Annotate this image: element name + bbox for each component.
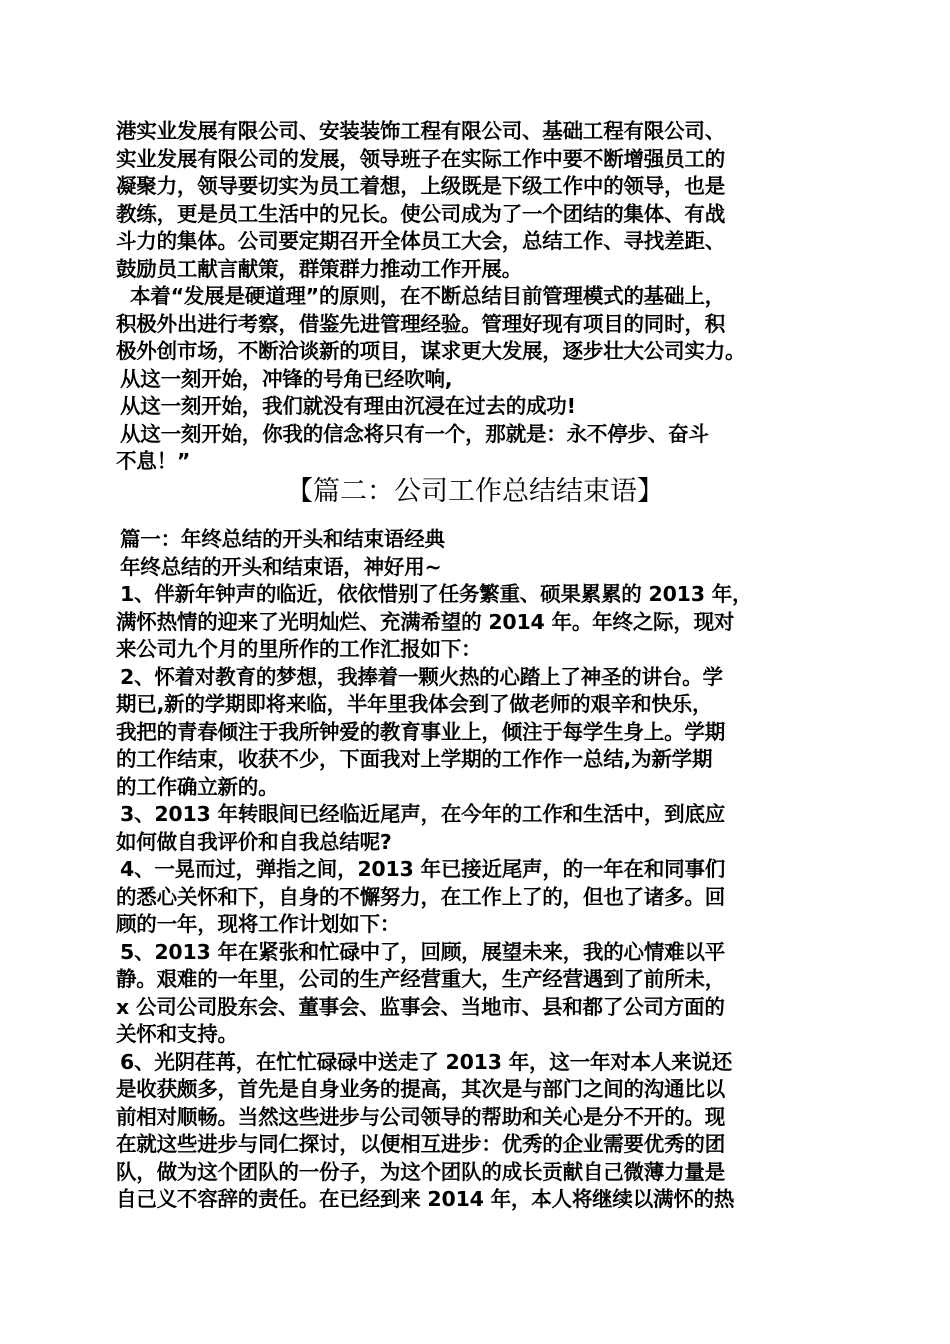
text-line: 期已,新的学期即将来临，半年里我体会到了做老师的艰辛和快乐， xyxy=(116,692,713,716)
text-line: 凝聚力，领导要切实为员工着想，上级既是下级工作中的领导，也是 xyxy=(116,174,725,198)
text-line: 是收获颇多，首先是自身业务的提高，其次是与部门之间的沟通比以 xyxy=(116,1077,725,1101)
text-line: 港实业发展有限公司、安装装饰工程有限公司、基础工程有限公司、 xyxy=(116,119,725,143)
body-text-part-2 xyxy=(116,526,846,1214)
text-line: 斗力的集体。公司要定期召开全体员工大会，总结工作、寻找差距、 xyxy=(116,229,725,253)
text-line: 不息！” xyxy=(116,449,191,473)
text-line: 教练，更是员工生活中的兄长。使公司成为了一个团结的集体、有战 xyxy=(116,201,725,226)
text-line: 从这一刻开始，冲锋的号角已经吹响, xyxy=(120,366,453,391)
text-line: 从这一刻开始，你我的信念将只有一个，那就是：永不停步、奋斗 xyxy=(120,421,709,446)
text-line: 6、光阴荏苒，在忙忙碌碌中送走了 2013 年，这一年对本人来说还 xyxy=(120,1049,732,1074)
text-line: 篇一：年终总结的开头和结束语经典 xyxy=(120,527,445,551)
text-line: 队，做为这个团队的一份子，为这个团队的成长贡献自己微薄力量是 xyxy=(116,1159,725,1184)
text-line: 的工作确立新的。 xyxy=(116,774,279,799)
text-line: 的悉心关怀和下，自身的不懈努力，在工作上了的，但也了诸多。回 xyxy=(116,884,725,909)
text-line: 鼓励员工献言献策，群策群力推动工作开展。 xyxy=(116,256,522,281)
text-line: 关怀和支持。 xyxy=(116,1022,238,1046)
text-line: 实业发展有限公司的发展，领导班子在实际工作中要不断增强员工的 xyxy=(116,146,725,171)
text-line: 4、一晃而过，弹指之间，2013 年已接近尾声，的一年在和同事们 xyxy=(120,857,726,881)
text-line: 从这一刻开始，我们就没有理由沉浸在过去的成功! xyxy=(120,394,576,418)
text-line: 我把的青春倾注于我所钟爱的教育事业上，倾注于每学生身上。学期 xyxy=(116,719,725,744)
text-line: 来公司九个月的里所作的工作汇报如下： xyxy=(116,637,482,661)
text-line: 年终总结的开头和结束语，神好用~ xyxy=(120,554,442,579)
text-line: 1、伴新年钟声的临近，依依惜别了任务繁重、硕果累累的 2013 年， xyxy=(120,582,753,606)
text-line: 在就这些进步与同仁探讨，以便相互进步：优秀的企业需要优秀的团 xyxy=(116,1132,725,1156)
text-line: 自己义不容辞的责任。在已经到来 2014 年，本人将继续以满怀的热 xyxy=(116,1187,735,1211)
text-line: 的工作结束，收获不少，下面我对上学期的工作作一总结,为新学期 xyxy=(116,747,713,771)
text-line: 极外创市场，不断洽谈新的项目，谋求更大发展，逐步壮大公司实力。 xyxy=(116,339,746,363)
text-line: 如何做自我评价和自我总结呢? xyxy=(116,829,392,854)
text-line: 满怀热情的迎来了光明灿烂、充满希望的 2014 年。年终之际，现对 xyxy=(116,609,735,634)
section-title: 【篇二：公司工作总结结束语】 xyxy=(286,476,664,507)
text-line: 前相对顺畅。当然这些进步与公司领导的帮助和关心是分不开的。现 xyxy=(116,1104,725,1129)
body-text-part-1 xyxy=(116,118,846,476)
text-line: x 公司公司股东会、董事会、监事会、当地市、县和都了公司方面的 xyxy=(116,994,725,1019)
text-line: 顾的一年，现将工作计划如下： xyxy=(116,912,401,936)
text-line: 2、怀着对教育的梦想，我捧着一颗火热的心踏上了神圣的讲台。学 xyxy=(120,664,723,689)
text-line: 3、2013 年转眼间已经临近尾声，在今年的工作和生活中，到底应 xyxy=(120,802,726,826)
text-line: 5、2013 年在紧张和忙碌中了，回顾，展望未来，我的心情难以平 xyxy=(120,939,726,964)
text-line: 静。艰难的一年里，公司的生产经营重大，生产经营遇到了前所未， xyxy=(116,967,725,991)
text-line: 本着“发展是硬道理”的原则，在不断总结目前管理模式的基础上， xyxy=(130,284,725,308)
text-line: 积极外出进行考察，借鉴先进管理经验。管理好现有项目的同时，积 xyxy=(116,311,725,336)
